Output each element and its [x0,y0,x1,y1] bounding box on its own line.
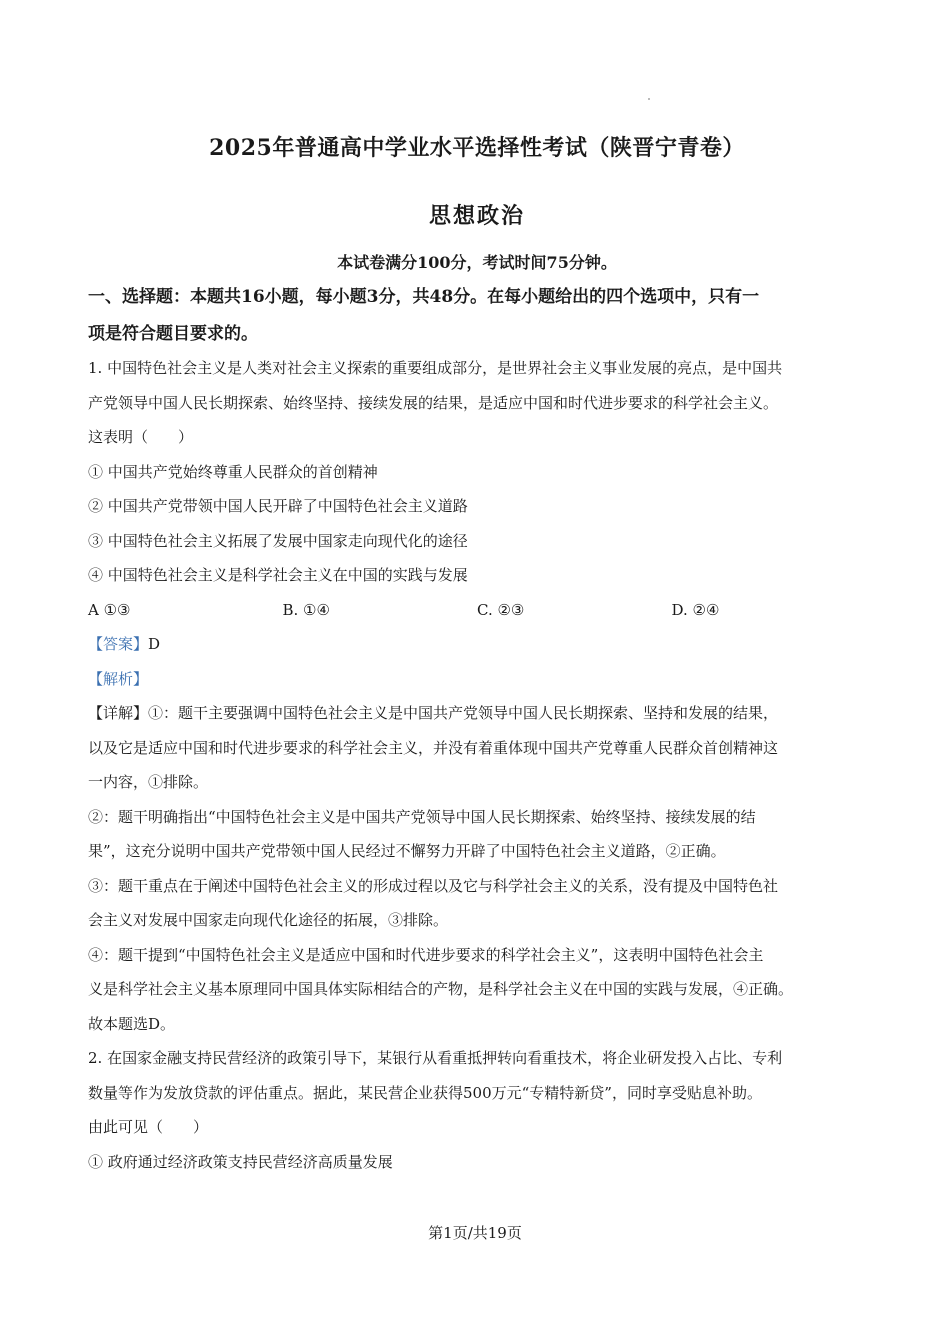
question-stem-line: 数量等作为发放贷款的评估重点。据此，某民营企业获得500万元“专精特新贷”，同时享受贴息补助。 [88,1083,762,1102]
statement: ④ 中国特色社会主义是科学社会主义在中国的实践与发展 [88,566,468,584]
question-stem-line: 2. 在国家金融支持民营经济的政策引导下，某银行从看重抵押转向看重技术，将企业研发投入占比、专利 [88,1049,783,1067]
detail-line: 会主义对发展中国家走向现代化途径的拓展，③排除。 [88,911,449,929]
subject-title: 思想政治 [428,203,525,229]
option-d: D. ②④ [671,600,720,619]
question-stem-line: 由此可见（ ） [88,1118,209,1136]
answer-tag: 【答案】 [88,635,149,653]
question-1 [88,351,866,1041]
statement: ① 政府通过经济政策支持民营经济高质量发展 [88,1152,393,1171]
detail-line: ③：题干重点在于阐述中国特色社会主义的形成过程以及它与科学社会主义的关系，没有提及中国特色社 [88,876,779,895]
option-c: C. ②③ [477,600,525,619]
option-a: A ①③ [88,600,131,619]
detail-line [88,696,866,731]
detail-line: 义是科学社会主义基本原理同中国具体实际相结合的产物，是科学社会主义在中国的实践与发展，④正确。 [88,980,794,998]
page-footer: 第1页/共19页 [428,1224,522,1242]
detail-line: ②：题干明确指出“中国特色社会主义是中国共产党领导中国人民长期探索、始终坚持、接续发展的结 [88,807,756,826]
section-heading-line: 一、选择题：本题共16小题，每小题3分，共48分。在每小题给出的四个选项中，只有一 [88,287,760,307]
detail-line: 一内容，①排除。 [88,773,209,791]
detail-line: ④：题干提到“中国特色社会主义是适应中国和时代进步要求的科学社会主义”，这表明中国特色社会主 [88,945,764,964]
question-stem-line: 产党领导中国人民长期探索、始终坚持、接续发展的结果，是适应中国和时代进步要求的科学社会主义。 [88,393,779,412]
detail-line: 果”，这充分说明中国共产党带领中国人民经过不懈努力开辟了中国特色社会主义道路，②正确。 [88,842,726,860]
detail-line: 故本题选D。 [88,1014,176,1033]
question-2 [88,1041,866,1179]
score-note: 本试卷满分100分，考试时间75分钟。 [337,253,617,272]
statement: ② 中国共产党带领中国人民开辟了中国特色社会主义道路 [88,497,468,515]
answer-line [88,627,866,662]
analysis-line [88,662,866,697]
scan-speck [648,98,650,100]
answer-value: D [148,635,161,653]
answer-options [88,593,866,628]
statement: ① 中国共产党始终尊重人民群众的首创精神 [88,462,378,481]
question-stem-line: 这表明（ ） [88,428,194,446]
section-heading-line: 项是符合题目要求的。 [88,323,258,344]
question-stem-line: 1. 中国特色社会主义是人类对社会主义探索的重要组成部分，是世界社会主义事业发展的亮点，是中国共 [88,359,783,377]
detail-text: ①：题干主要强调中国特色社会主义是中国共产党领导中国人民长期探索、坚持和发展的结果， [148,704,779,722]
analysis-tag: 【解析】 [88,669,149,688]
option-b: B. ①④ [282,600,330,619]
detail-tag: 【详解】 [88,704,149,722]
section-heading [88,280,866,351]
exam-title: 2025年普通高中学业水平选择性考试（陕晋宁青卷） [209,135,745,161]
detail-line: 以及它是适应中国和时代进步要求的科学社会主义，并没有着重体现中国共产党尊重人民群众首创精神这 [88,738,779,757]
statement: ③ 中国特色社会主义拓展了发展中国家走向现代化的途径 [88,531,468,550]
